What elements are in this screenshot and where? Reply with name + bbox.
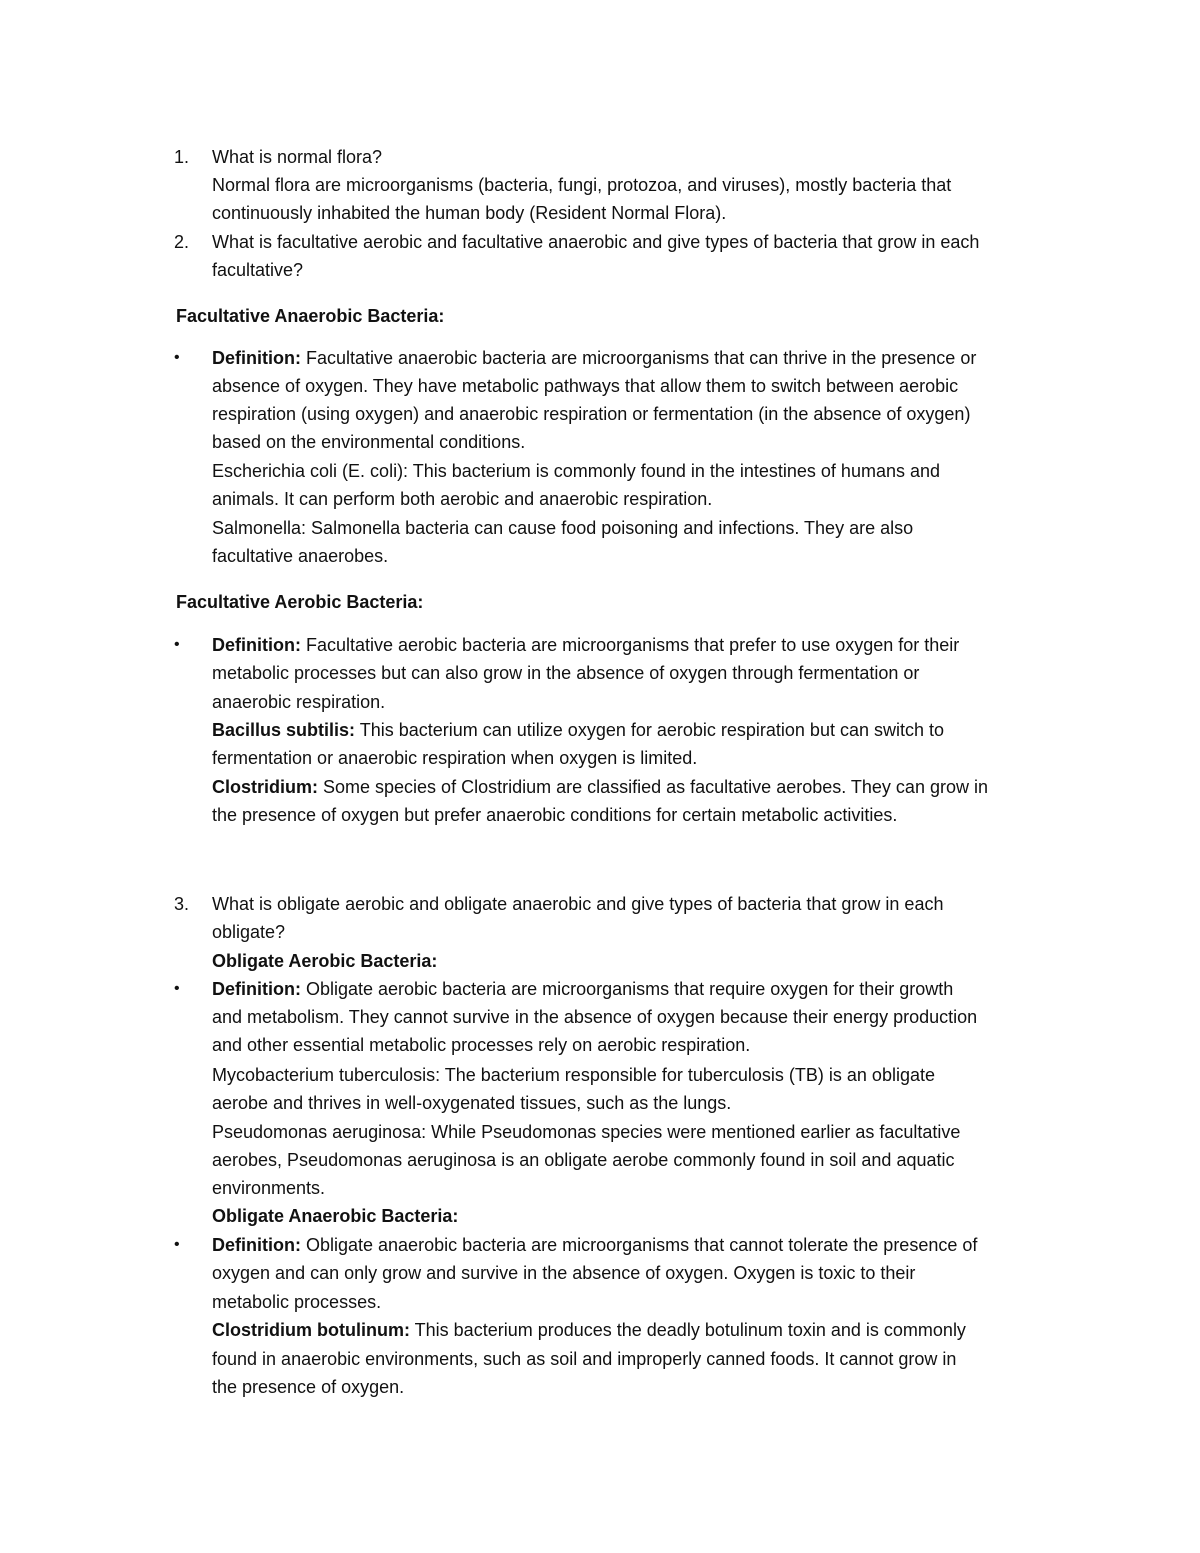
q3-question-line: obligate? (212, 922, 286, 942)
definition-line: metabolic processes. (212, 1292, 382, 1312)
definition-line: and other essential metabolic processes rely on aerobic respiration. (212, 1035, 751, 1055)
fac-aerobic-definition (212, 631, 959, 659)
definition-line: oxygen and can only grow and survive in the absence of oxygen. Oxygen is toxic to their (212, 1263, 916, 1283)
q1-question: What is normal flora? (212, 147, 383, 167)
q2-number: 2. (174, 232, 190, 252)
definition-line: anaerobic respiration. (212, 692, 386, 712)
example-line: aerobe and thrives in well-oxygenated tissues, such as the lungs. (212, 1093, 732, 1113)
example-line: found in anaerobic environments, such as soil and improperly canned foods. It cannot grow in (212, 1349, 957, 1369)
example-text: Some species of Clostridium are classified as facultative aerobes. They can grow in (318, 777, 988, 797)
definition-label: Definition: (212, 348, 301, 368)
example-label: Clostridium: (212, 777, 318, 797)
definition-label: Definition: (212, 635, 301, 655)
example-line: Pseudomonas aeruginosa: While Pseudomonas species were mentioned earlier as facultative (212, 1122, 961, 1142)
definition-line: respiration (using oxygen) and anaerobic respiration or fermentation (in the absence of oxygen) (212, 404, 971, 424)
definition-text: Facultative aerobic bacteria are microorganisms that prefer to use oxygen for their (300, 635, 960, 655)
q2-question-line: facultative? (212, 260, 304, 280)
example-line: Salmonella: Salmonella bacteria can cause food poisoning and infections. They are also (212, 518, 914, 538)
example-line: the presence of oxygen but prefer anaerobic conditions for certain metabolic activities. (212, 805, 898, 825)
definition-line: based on the environmental conditions. (212, 432, 526, 452)
definition-text: Obligate anaerobic bacteria are microorganisms that cannot tolerate the presence of (300, 1235, 978, 1255)
example-line: aerobes, Pseudomonas aeruginosa is an obligate aerobe commonly found in soil and aquatic (212, 1150, 955, 1170)
example-line: the presence of oxygen. (212, 1377, 405, 1397)
example-line: Escherichia coli (E. coli): This bacterium is commonly found in the intestines of humans and (212, 461, 940, 481)
example-line: fermentation or anaerobic respiration when oxygen is limited. (212, 748, 698, 768)
example-line: animals. It can perform both aerobic and anaerobic respiration. (212, 489, 713, 509)
example-line (212, 1316, 966, 1344)
example-line: environments. (212, 1178, 326, 1198)
example-text: This bacterium produces the deadly botulinum toxin and is commonly (409, 1320, 966, 1340)
obl-aerobic-heading: Obligate Aerobic Bacteria: (212, 951, 438, 971)
example-label: Clostridium botulinum: (212, 1320, 410, 1340)
example-label: Bacillus subtilis: (212, 720, 356, 740)
definition-line: absence of oxygen. They have metabolic pathways that allow them to switch between aerobic (212, 376, 959, 396)
bullet-icon: • (174, 1236, 180, 1253)
fac-anaerobic-definition (212, 344, 976, 372)
example-line: facultative anaerobes. (212, 546, 389, 566)
obl-aerobic-definition (212, 975, 953, 1003)
definition-label: Definition: (212, 1235, 301, 1255)
q3-question-line: What is obligate aerobic and obligate anaerobic and give types of bacteria that grow in each (212, 894, 944, 914)
q1-answer-line: continuously inhabited the human body (Resident Normal Flora). (212, 203, 727, 223)
q2-question-line: What is facultative aerobic and facultative anaerobic and give types of bacteria that grow in each (212, 232, 980, 252)
obl-anaerobic-heading: Obligate Anaerobic Bacteria: (212, 1206, 459, 1226)
example-line (212, 773, 988, 801)
example-line (212, 716, 944, 744)
fac-aerobic-heading: Facultative Aerobic Bacteria: (176, 592, 424, 612)
definition-label: Definition: (212, 979, 301, 999)
definition-text: Obligate aerobic bacteria are microorganisms that require oxygen for their growth (300, 979, 954, 999)
bullet-icon: • (174, 636, 180, 653)
example-text: This bacterium can utilize oxygen for aerobic respiration but can switch to (355, 720, 945, 740)
q1-answer-line: Normal flora are microorganisms (bacteria, fungi, protozoa, and viruses), mostly bacteria that (212, 175, 952, 195)
q3-number: 3. (174, 894, 190, 914)
definition-text: Facultative anaerobic bacteria are microorganisms that can thrive in the presence or (300, 348, 977, 368)
q1-number: 1. (174, 147, 190, 167)
bullet-icon: • (174, 980, 180, 997)
fac-anaerobic-heading: Facultative Anaerobic Bacteria: (176, 306, 445, 326)
definition-line: metabolic processes but can also grow in the absence of oxygen through fermentation or (212, 663, 920, 683)
bullet-icon: • (174, 349, 180, 366)
definition-line: and metabolism. They cannot survive in the absence of oxygen because their energy production (212, 1007, 978, 1027)
example-line: Mycobacterium tuberculosis: The bacterium responsible for tuberculosis (TB) is an obligate (212, 1065, 935, 1085)
obl-anaerobic-definition (212, 1231, 977, 1259)
